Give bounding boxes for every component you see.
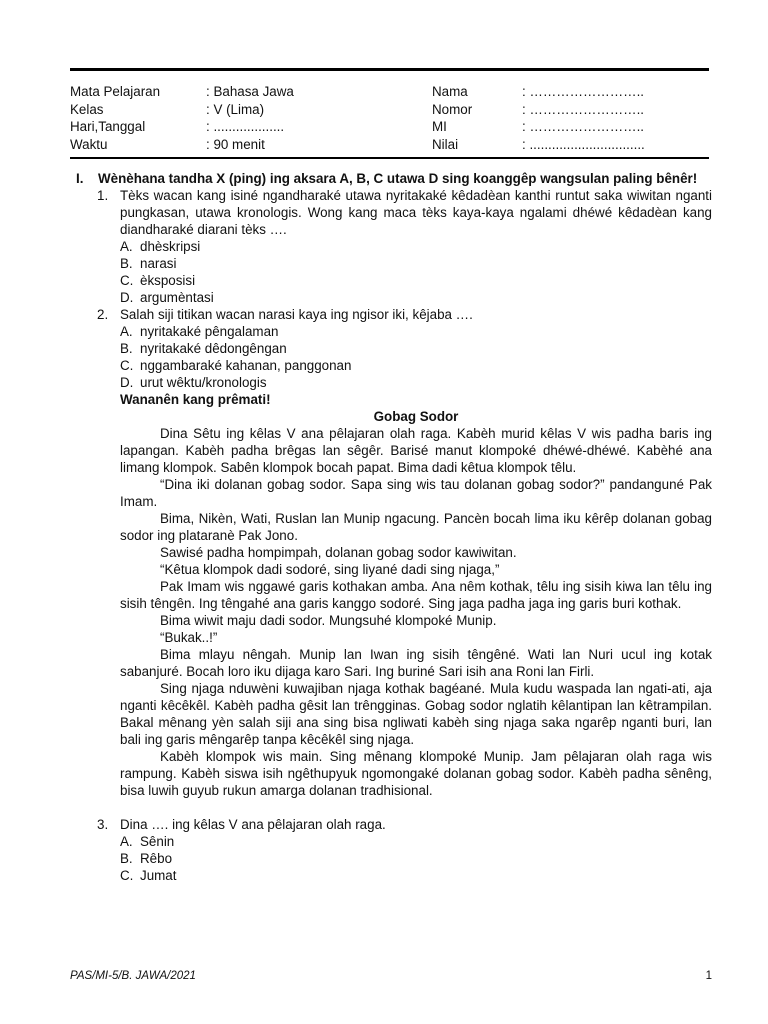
option-3a[interactable] xyxy=(70,833,712,850)
option-letter: B. xyxy=(120,256,133,271)
question-1 xyxy=(70,187,712,238)
reading-paragraph: “Kêtua klompok dadi sodoré, sing liyané dadi sing njaga,” xyxy=(160,562,500,577)
time-value: : 90 menit xyxy=(206,136,265,152)
option-2d[interactable] xyxy=(70,374,712,391)
subject-label: Mata Pelajaran xyxy=(70,84,161,99)
option-letter: A. xyxy=(120,834,133,849)
class-label: Kelas xyxy=(70,101,104,117)
header-row-subject xyxy=(70,83,710,101)
question-2 xyxy=(70,306,712,323)
reading-paragraph: Pak Imam wis nggawé garis kothakan amba. Ana nêm kothak, têlu ing sisih kiwa lan têlu ing sisih têngên. Ing têngahé ana garis kanggo sodoré. Sing jaga padha jaga ing garis buri kothak. xyxy=(120,579,712,611)
option-text: Rêbo xyxy=(140,851,173,866)
score-value: : ............................... xyxy=(522,136,645,152)
section-instruction xyxy=(70,170,712,187)
reading-paragraph: Dina Sêtu ing kêlas V ana pêlajaran olah raga. Kabèh murid kêlas V wis padha baris ing lapangan. Kabèh padha brêgas lan sêgêr. Barisé manut klompoké dhéwé-dhéwé. Kabèhé ana limang klompok. Sabên klompok bocah papat. Bima dadi kêtua klompok têlu. xyxy=(120,426,712,475)
name-label: Nama xyxy=(432,84,468,99)
date-label: Hari,Tanggal xyxy=(70,119,146,134)
reading-paragraph: Sing njaga nduwèni kuwajiban njaga kothak bagéané. Mula kudu waspada lan ngati-ati, aja nganti kêcêkêl. Kabèh padha gêsit lan trêngginas. Gobag sodor nglatih kêlantipan lan kêtrampilan. Bakal mênang yèn salah siji ana sing bisa ngliwati kabèh sing njaga saka ngarêp nganti buri, lan bali ing garis mêngarêp tanpa kêcêkêl sing njaga. xyxy=(120,681,712,747)
reading-paragraph: Kabèh klompok wis main. Sing mênang klompoké Munip. Jam pêlajaran olah raga wis rampung. Kabèh siswa isih ngêthupyuk ngomongaké dolanan gobag sodor. Kabèh padha sênêng, bisa luwih guyub rukun amarga dolanan tradhisional. xyxy=(120,749,712,798)
score-label: Nilai xyxy=(432,136,459,152)
option-text: argumèntasi xyxy=(140,290,214,305)
option-2b[interactable] xyxy=(70,340,712,357)
option-letter: B. xyxy=(120,341,133,356)
question-number: 1. xyxy=(97,188,109,203)
option-2a[interactable] xyxy=(70,323,712,340)
option-letter: B. xyxy=(120,851,133,866)
subject-value: : Bahasa Jawa xyxy=(206,84,294,99)
option-letter: A. xyxy=(120,239,133,254)
option-1a[interactable] xyxy=(70,238,712,255)
class-value: : V (Lima) xyxy=(206,101,265,117)
section-instruction-text: Wènèhana tandha X (ping) ing aksara A, B, C utawa D sing koanggêp wangsulan paling bênêr! xyxy=(98,171,698,186)
time-label: Waktu xyxy=(70,136,108,152)
name-value: : …………………….. xyxy=(522,84,645,99)
number-label: Nomor xyxy=(432,101,473,117)
question-3 xyxy=(70,816,712,833)
spacer xyxy=(70,799,712,816)
school-label: MI xyxy=(432,119,447,134)
option-letter: D. xyxy=(120,290,134,305)
question-text: Dina …. ing kêlas V ana pêlajaran olah raga. xyxy=(120,817,386,832)
header-top-rule xyxy=(70,68,709,71)
option-text: narasi xyxy=(140,256,177,271)
option-text: Sênin xyxy=(140,834,175,849)
option-1c[interactable] xyxy=(70,272,712,289)
option-text: èksposisi xyxy=(140,273,196,288)
question-number: 3. xyxy=(97,817,109,832)
reading-paragraph: Bima wiwit maju dadi sodor. Mungsuhé klompoké Munip. xyxy=(160,613,497,628)
option-1d[interactable] xyxy=(70,289,712,306)
reading-paragraph: “Dina iki dolanan gobag sodor. Sapa sing wis tau dolanan gobag sodor?” pandanguné Pak Imam. xyxy=(120,477,712,509)
header-row-date xyxy=(70,118,710,136)
exam-header xyxy=(70,83,710,153)
reading-instruction: Wananên kang prêmati! xyxy=(120,392,271,407)
option-letter: A. xyxy=(120,324,133,339)
option-letter: D. xyxy=(120,375,134,390)
option-text: nyritakaké pêngalaman xyxy=(140,324,279,339)
option-text: nyritakaké dêdongêngan xyxy=(140,341,287,356)
option-2c[interactable] xyxy=(70,357,712,374)
school-value: : …………………….. xyxy=(522,119,645,134)
option-3c[interactable] xyxy=(70,867,712,884)
footer-code: PAS/MI-5/B. JAWA/2021 xyxy=(70,970,196,982)
option-letter: C. xyxy=(120,273,134,288)
exam-body xyxy=(70,170,712,884)
option-text: Jumat xyxy=(140,868,177,883)
number-value: : …………………….. xyxy=(522,101,645,117)
page-number: 1 xyxy=(705,970,712,982)
option-text: urut wêktu/kronologis xyxy=(140,375,267,390)
question-number: 2. xyxy=(97,307,109,322)
header-bottom-rule xyxy=(70,157,709,159)
option-text: dhèskripsi xyxy=(140,239,201,254)
reading-paragraph: Bima, Nikèn, Wati, Ruslan lan Munip ngacung. Pancèn bocah lima iku kêrêp dolanan gobag sodor ing plataranè Pak Jono. xyxy=(120,511,712,543)
reading-paragraph: “Bukak..!” xyxy=(160,630,218,645)
date-value: : ................... xyxy=(206,119,285,134)
reading-title: Gobag Sodor xyxy=(373,409,459,424)
question-text: Salah siji titikan wacan narasi kaya ing ngisor iki, kêjaba …. xyxy=(120,307,473,322)
header-row-time xyxy=(70,136,710,154)
reading-paragraph: Bima mlayu nêngah. Munip lan Iwan ing sisih têngêné. Wati lan Nuri ucul ing kotak sabanjuré. Bocah loro iku dijaga karo Sari. Ing buriné Sari isih ana Roni lan Firli. xyxy=(120,647,712,679)
section-marker: I. xyxy=(76,171,84,186)
option-text: nggambaraké kahanan, panggonan xyxy=(140,358,352,373)
option-letter: C. xyxy=(120,868,134,883)
header-row-class xyxy=(70,101,710,119)
option-1b[interactable] xyxy=(70,255,712,272)
question-text: Tèks wacan kang isiné ngandharaké utawa nyritakaké kêdadèan kanthi runtut saka wiwitan nganti pungkasan, utawa kronologis. Wong kang maca tèks kaya-kaya ngalami dhéwé kêdadèan kang diandharaké diarani tèks …. xyxy=(120,188,712,237)
reading-paragraph: Sawisé padha hompimpah, dolanan gobag sodor kawiwitan. xyxy=(160,545,517,560)
option-3b[interactable] xyxy=(70,850,712,867)
page-footer xyxy=(70,968,712,985)
option-letter: C. xyxy=(120,358,134,373)
